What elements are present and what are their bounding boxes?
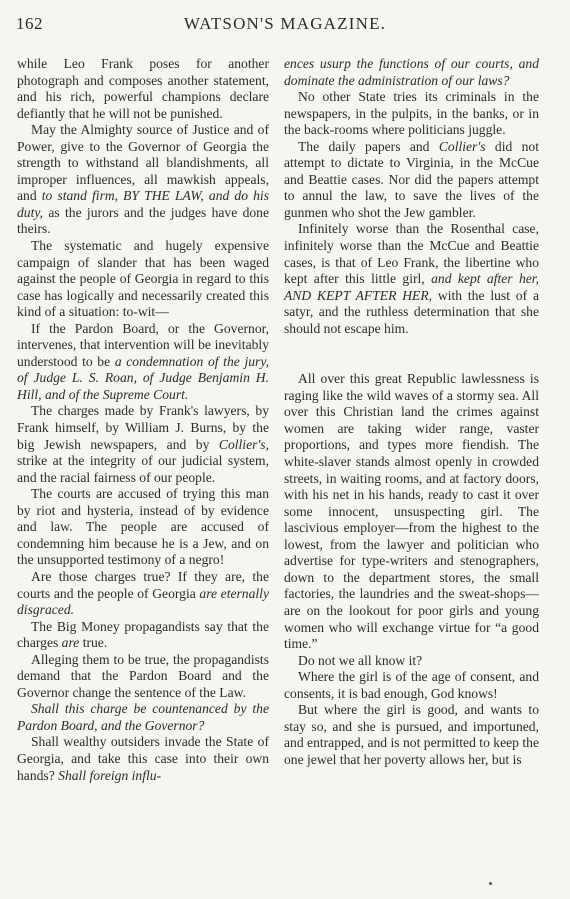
italic-text: to stand firm, BY THE LAW, and do his duty,	[17, 188, 269, 220]
paragraph	[284, 669, 539, 702]
text-run: Shall wealthy outsiders invade the State of Georgia, and take this case into their own hands?	[17, 734, 269, 783]
text-run: Infinitely worse than the Rosenthal case, infinitely worse than the McCue and Beattie cases, is that of Leo Frank, the libertine who kept after this little girl,	[284, 221, 539, 287]
text-run: The Big Money propagandists say that the charges	[17, 618, 269, 651]
italic-text: are eternally disgraced.	[17, 585, 269, 618]
page-number: 162	[16, 14, 43, 33]
text-run: Alleging them to be true, the propagandists demand that the Pardon Board and the Governor change the sentence of the Law.	[17, 651, 269, 700]
text-run: while Leo Frank poses for another photograph and composes another statement, and his rich, powerful champions declare defiantly that he will not be punished.	[17, 56, 269, 121]
italic-text: are	[61, 635, 80, 651]
paragraph	[17, 486, 269, 569]
paragraph	[284, 371, 539, 652]
paragraph	[17, 321, 269, 404]
left-column	[17, 56, 269, 784]
paragraph	[284, 653, 539, 670]
text-run: But where the girl is good, and wants to stay so, and she is pursued, and importuned, and entrapped, and is not permitted to keep the one jewel that her poverty allows her, but is	[284, 702, 539, 767]
paragraph	[17, 652, 269, 702]
paragraph	[284, 702, 539, 768]
text-run: with the lust of a satyr, and the ruthless determination that she should not escape him.	[284, 287, 539, 336]
text-run: Are those charges true? If they are, the courts and the people of Georgia	[17, 568, 269, 601]
text-run: The charges made by Frank's lawyers, by Frank himself, by William J. Burns, by the big Jewish newspapers, and by	[17, 403, 269, 452]
paragraph	[17, 56, 269, 122]
print-speck	[489, 882, 492, 885]
text-run: Do not we all know it?	[298, 652, 423, 668]
italic-text: Collier's	[438, 138, 486, 154]
paragraph	[17, 701, 269, 734]
paragraph	[17, 238, 269, 321]
paragraph	[284, 139, 539, 222]
text-run: The courts are accused of trying this man by riot and hysteria, instead of by evidence and law. The people are accused of condemning him because he is a Jew, and on the unsupported testimony of a negro!	[17, 486, 269, 568]
paragraph	[284, 89, 539, 139]
text-run: All over this great Republic lawlessness is raging like the wild waves of a stormy sea. All over this Christian land the crimes against women are taking wider range, vaster proportions, and types more fiendish. The white-slaver stands almost openly in crowded streets, in waiting rooms, and at factory doors, with his net in his hands, ready to cast it over some innocent, unsuspecting girl. The lascivious employer—from the highest to the lowest, from the lawyer and politician who advertise for type-writers and stenographers, down to the department stores, the small factories, the laundries and the sweat-shops—are on the lookout for poor girls and young women who will exchange virtue for “a good time.”	[284, 371, 539, 652]
italic-text: Shall this charge be countenanced by the Pardon Board, and the Governor?	[17, 701, 269, 733]
running-title: WATSON'S MAGAZINE.	[183, 14, 387, 33]
paragraph	[284, 56, 539, 89]
paragraph	[17, 403, 269, 486]
text-run: The daily papers and	[298, 138, 439, 154]
text-run: did not attempt to dictate to Virginia, in the McCue and Beattie cases. Nor did the papers attempt to annul the law, to save the lives of the gunmen who shot the Jew gambler.	[284, 138, 539, 220]
right-column	[284, 56, 539, 768]
italic-text: and kept after her, AND KEPT AFTER HER,	[284, 271, 539, 303]
italic-text: a condemnation of the jury, of Judge L. S. Roan, of Judge Benjamin H. Hill, and of the Supreme Court.	[17, 353, 269, 402]
text-run: Where the girl is of the age of consent, and consents, it is bad enough, God knows!	[284, 669, 539, 701]
text-run: If the Pardon Board, or the Governor, intervenes, that intervention will be inevitably understood to be	[17, 320, 269, 369]
text-run: as the jurors and the judges have done theirs.	[17, 204, 269, 237]
text-run: May the Almighty source of Justice and of Power, give to the Governor of Georgia the strength to withstand all blandishments, all improper influences, all mawkish appeals, and	[17, 122, 269, 204]
paragraph	[17, 734, 269, 784]
text-run: true.	[79, 635, 108, 651]
italic-text: ences usurp the functions of our courts, and dominate the administration of our laws?	[284, 56, 539, 88]
paragraph	[17, 122, 269, 238]
italic-text: Shall foreign influ-	[58, 767, 162, 783]
paragraph	[284, 221, 539, 337]
paragraph	[17, 619, 269, 652]
page-header	[16, 14, 554, 36]
text-run: No other State tries its criminals in the newspapers, in the pulpits, in the banks, or in the back-rooms where politicians juggle.	[284, 89, 539, 138]
paragraph	[17, 569, 269, 619]
italic-text: Collier's	[218, 436, 266, 452]
text-run: , strike at the integrity of our judicial system, and the racial fairness of our people.	[17, 436, 269, 485]
text-run: The systematic and hugely expensive campaign of slander that has been waged against the people of Georgia in regard to this case has logically and necessarily created this kind of a situation: to-wit—	[17, 238, 269, 320]
